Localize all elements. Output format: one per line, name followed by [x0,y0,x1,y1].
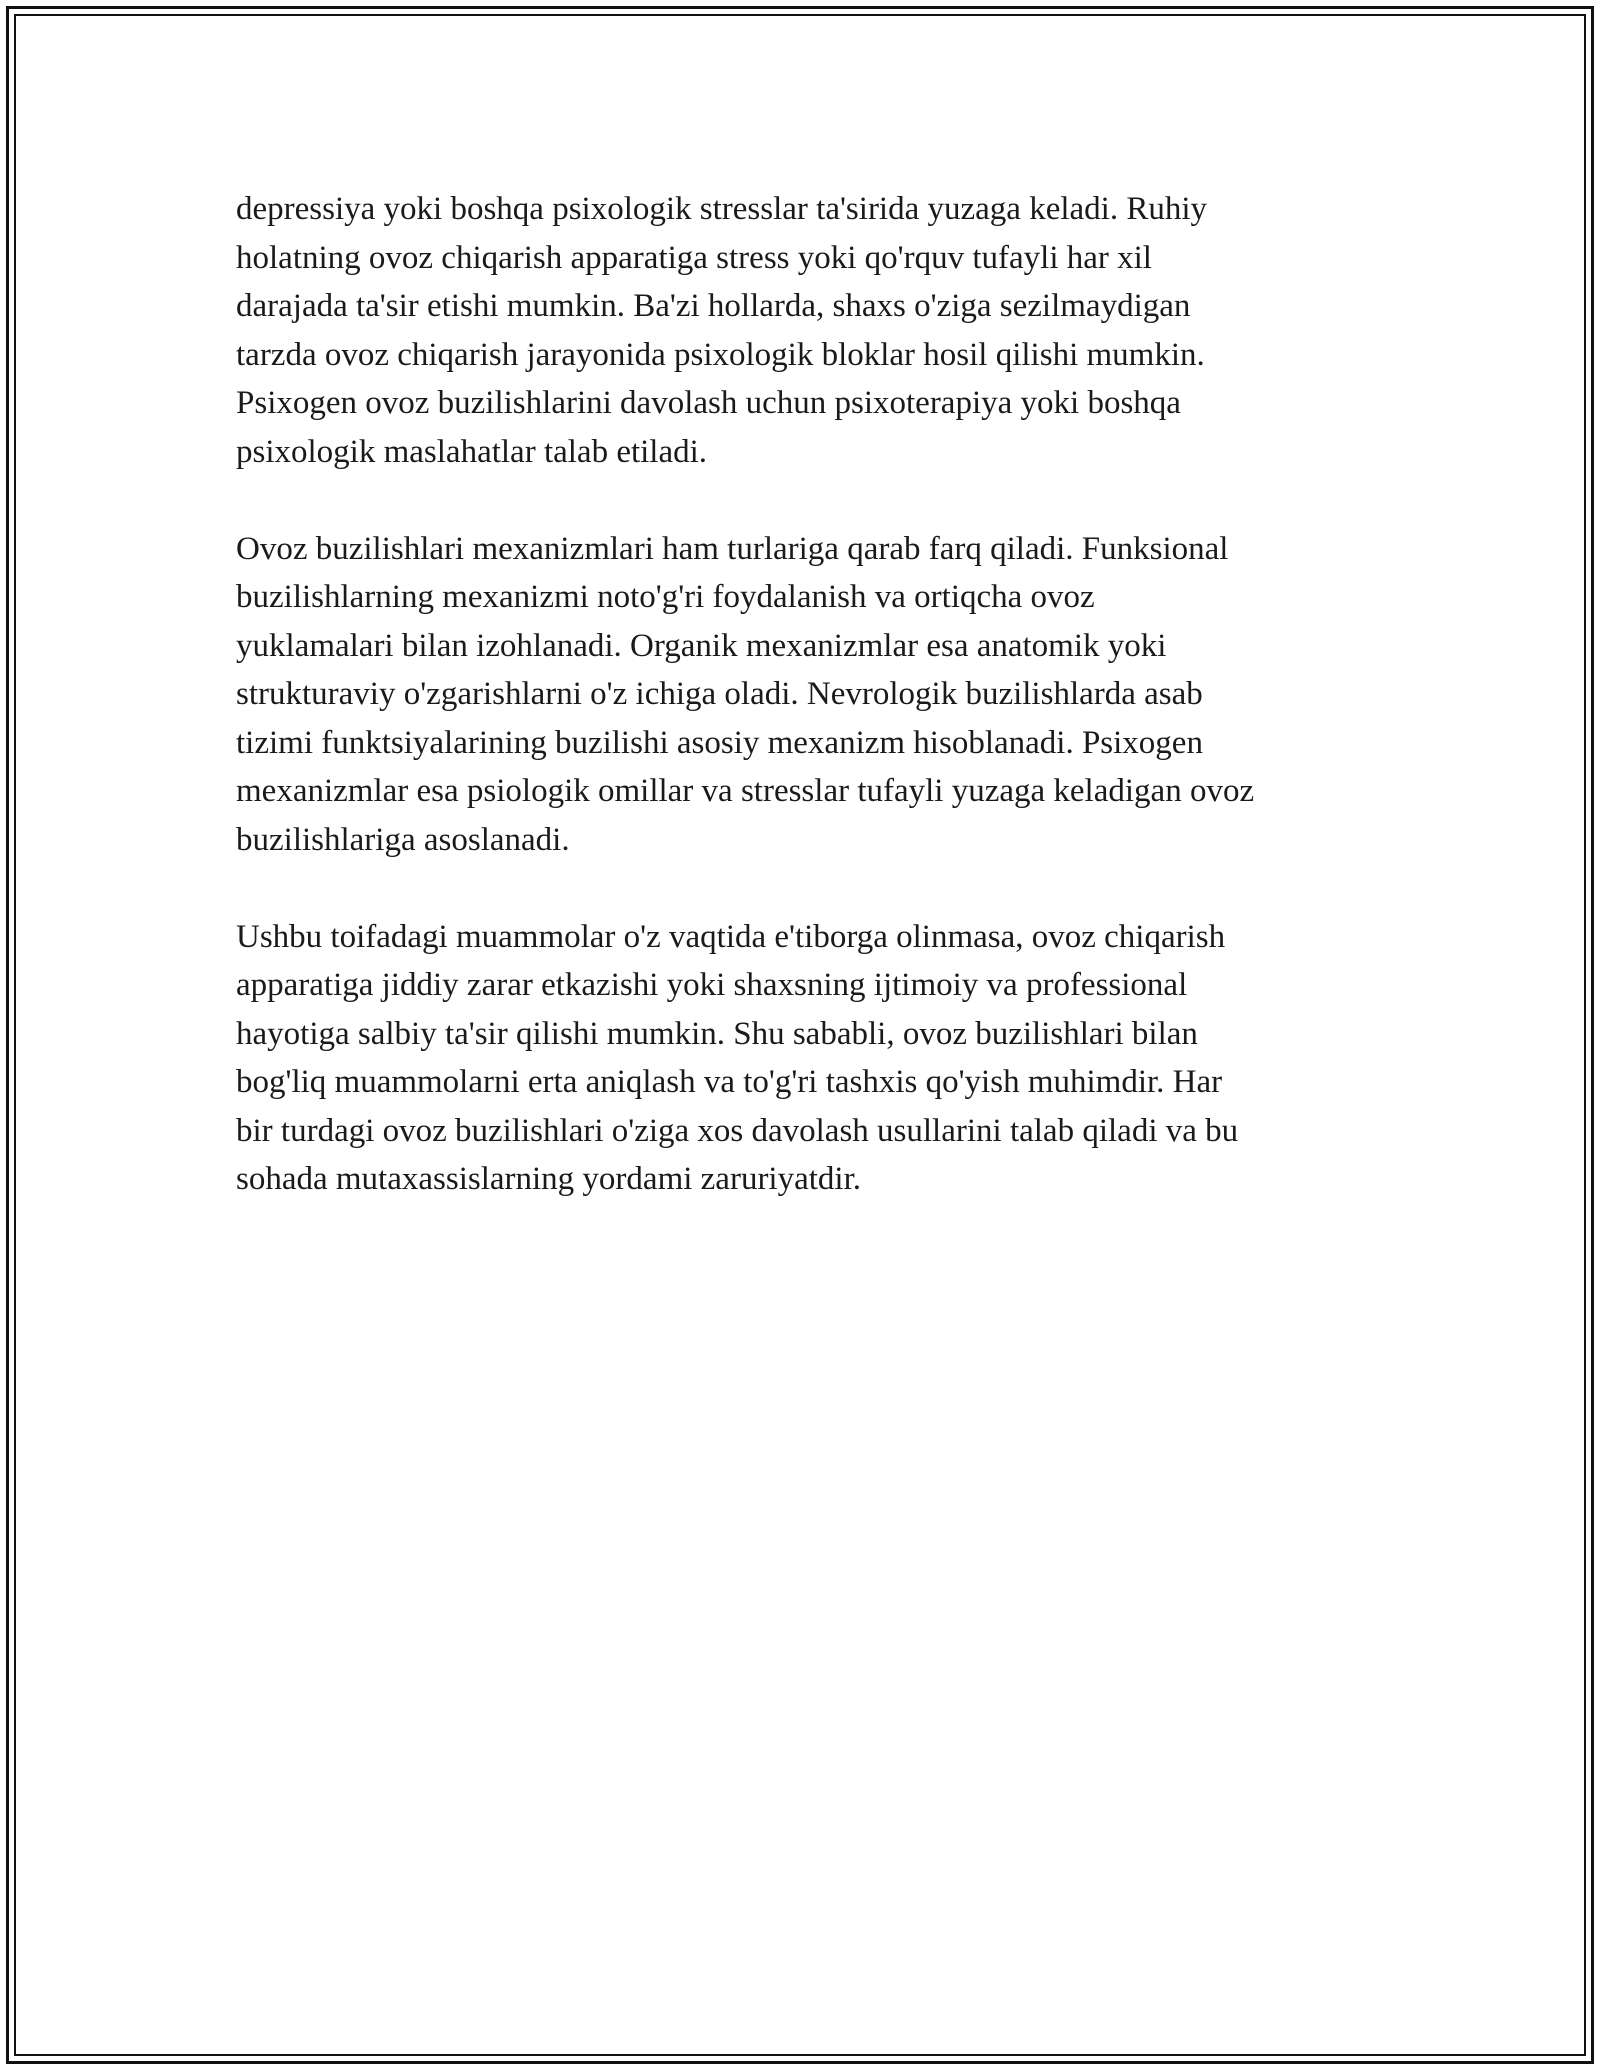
document-body [236,185,1376,1252]
paragraph-1: depressiya yoki boshqa psixologik stresslar ta'sirida yuzaga keladi. Ruhiy holatning ovoz chiqarish apparatiga stress yoki qo'rquv tufayli har xil darajada ta'sir etishi mumkin. Ba'zi hollarda, shaxs o'ziga sezilmaydigan tarzda ovoz chiqarish jarayonida psixologik bloklar hosil qilishi mumkin. Psixogen ovoz buzilishlarini davolash uchun psixoterapiya yoki boshqa psixologik maslahatlar talab etiladi. [236,191,1208,470]
paragraph-3: Ushbu toifadagi muammolar o'z vaqtida e'tiborga olinmasa, ovoz chiqarish apparatiga jiddiy zarar etkazishi yoki shaxsning ijtimoiy va professional hayotiga salbiy ta'sir qilishi mumkin. Shu sababli, ovoz buzilishlari bilan bog'liq muammolarni erta aniqlash va to'g'ri tashxis qo'yish muhimdir. Har bir turdagi ovoz buzilishlari o'ziga xos davolash usullarini talab qiladi va bu sohada mutaxassislarning yordami zaruriyatdir. [236,918,1239,1197]
paragraph-2: Ovoz buzilishlari mexanizmlari ham turlariga qarab farq qiladi. Funksional buzilishlarning mexanizmi noto'g'ri foydalanish va ortiqcha ovoz yuklamalari bilan izohlanadi. Organik mexanizmlar esa anatomik yoki strukturaviy o'zgarishlarni o'z ichiga oladi. Nevrologik buzilishlarda asab tizimi funktsiyalarining buzilishi asosiy mexanizm hisoblanadi. Psixogen mexanizmlar esa psiologik omillar va stresslar tufayli yuzaga keladigan ovoz buzilishlariga asoslanadi. [236,530,1255,858]
